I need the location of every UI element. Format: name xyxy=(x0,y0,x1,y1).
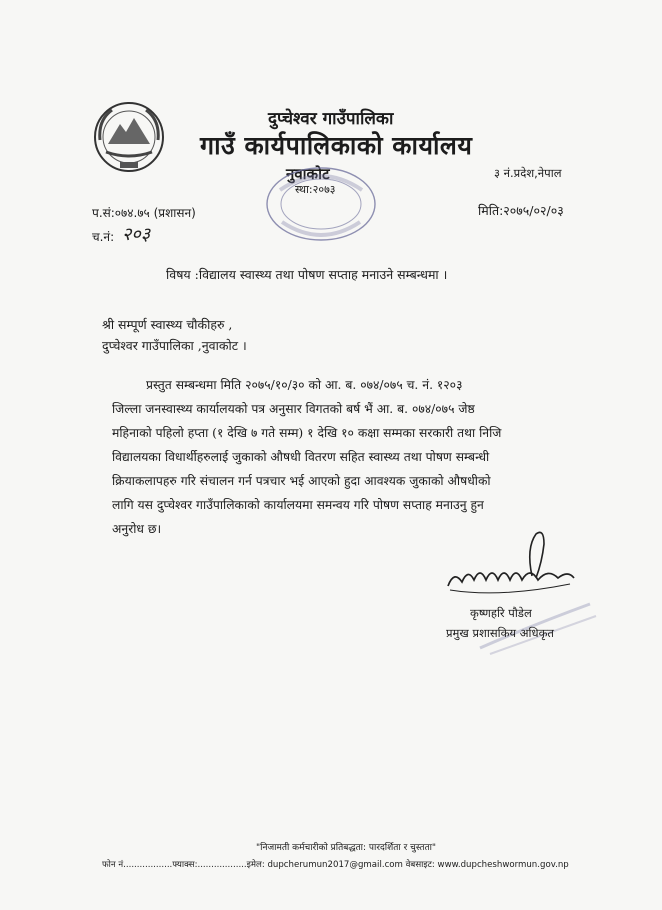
subject-line: विषय :विद्यालय स्वास्थ्य तथा पोषण सप्ताह मनाउने सम्बन्धमा । xyxy=(166,267,448,282)
body-line: लागि यस दुप्चेश्वर गाउँपालिकाको कार्यालयमा समन्वय गरि पोषण सप्ताह मनाउनु हुन xyxy=(112,498,484,512)
dispatch-number: २०३ xyxy=(122,224,151,245)
body-line: विद्यालयका विधार्थीहरुलाई जुकाको औषधी वितरण सहित स्वास्थ्य तथा पोषण सम्बन्धी xyxy=(112,450,490,464)
province-label: ३ नं.प्रदेश,नेपाल xyxy=(494,166,562,180)
dispatch-label: च.नं: xyxy=(92,230,115,244)
signatory-name: कृष्णहरि पौडेल xyxy=(470,606,532,620)
footer-contact: फोन नं..................फ्याक्स:..................इमेल: dupcherumun2017@gmail.com वेबसाइट: www.dupcheshwormun.gov.np xyxy=(102,860,569,870)
body-line: महिनाको पहिलो हप्ता (१ देखि ७ गते सम्म) १ देखि १० कक्षा सम्मका सरकारी तथा निजि xyxy=(112,426,502,440)
reference-number: प.सं:०७४.७५ (प्रशासन) xyxy=(92,206,196,220)
district-name: नुवाकोट xyxy=(286,165,330,183)
office-stamp-icon xyxy=(262,160,380,244)
signatory-title: प्रमुख प्रशासकिय अधिकृत xyxy=(446,626,554,640)
office-title: गाउँ कार्यपालिकाको कार्यालय xyxy=(200,131,473,160)
municipality-name: दुप्चेश्वर गाउँपालिका xyxy=(268,109,394,129)
footer-motto: "निजामती कर्मचारीको प्रतिबद्धता: पारदर्शिता र चुस्तता" xyxy=(256,843,437,853)
nepal-emblem-icon xyxy=(92,100,166,174)
addressee-line-1: श्री सम्पूर्ण स्वास्थ्य चौकीहरु , xyxy=(102,317,233,332)
established-year: स्था:२०७३ xyxy=(295,183,336,196)
body-line: अनुरोध छ। xyxy=(112,522,162,536)
letter-date: मिति:२०७५/०२/०३ xyxy=(478,203,564,218)
addressee-line-2: दुप्चेश्वर गाउँपालिका ,नुवाकोट । xyxy=(102,338,247,353)
body-line: क्रियाकलापहरु गरि संचालन गर्न पत्रचार भई आएको हुदा आवश्यक जुकाको औषधीको xyxy=(112,474,491,488)
body-line: जिल्ला जनस्वास्थ्य कार्यालयको पत्र अनुसार विगतको बर्ष भैं आ. ब. ०७४/०७५ जेष्ठ xyxy=(112,402,475,416)
body-line: प्रस्तुत सम्बन्धमा मिति २०७५/१०/३० को आ. ब. ०७४/०७५ च. नं. १२०३ xyxy=(146,378,463,392)
